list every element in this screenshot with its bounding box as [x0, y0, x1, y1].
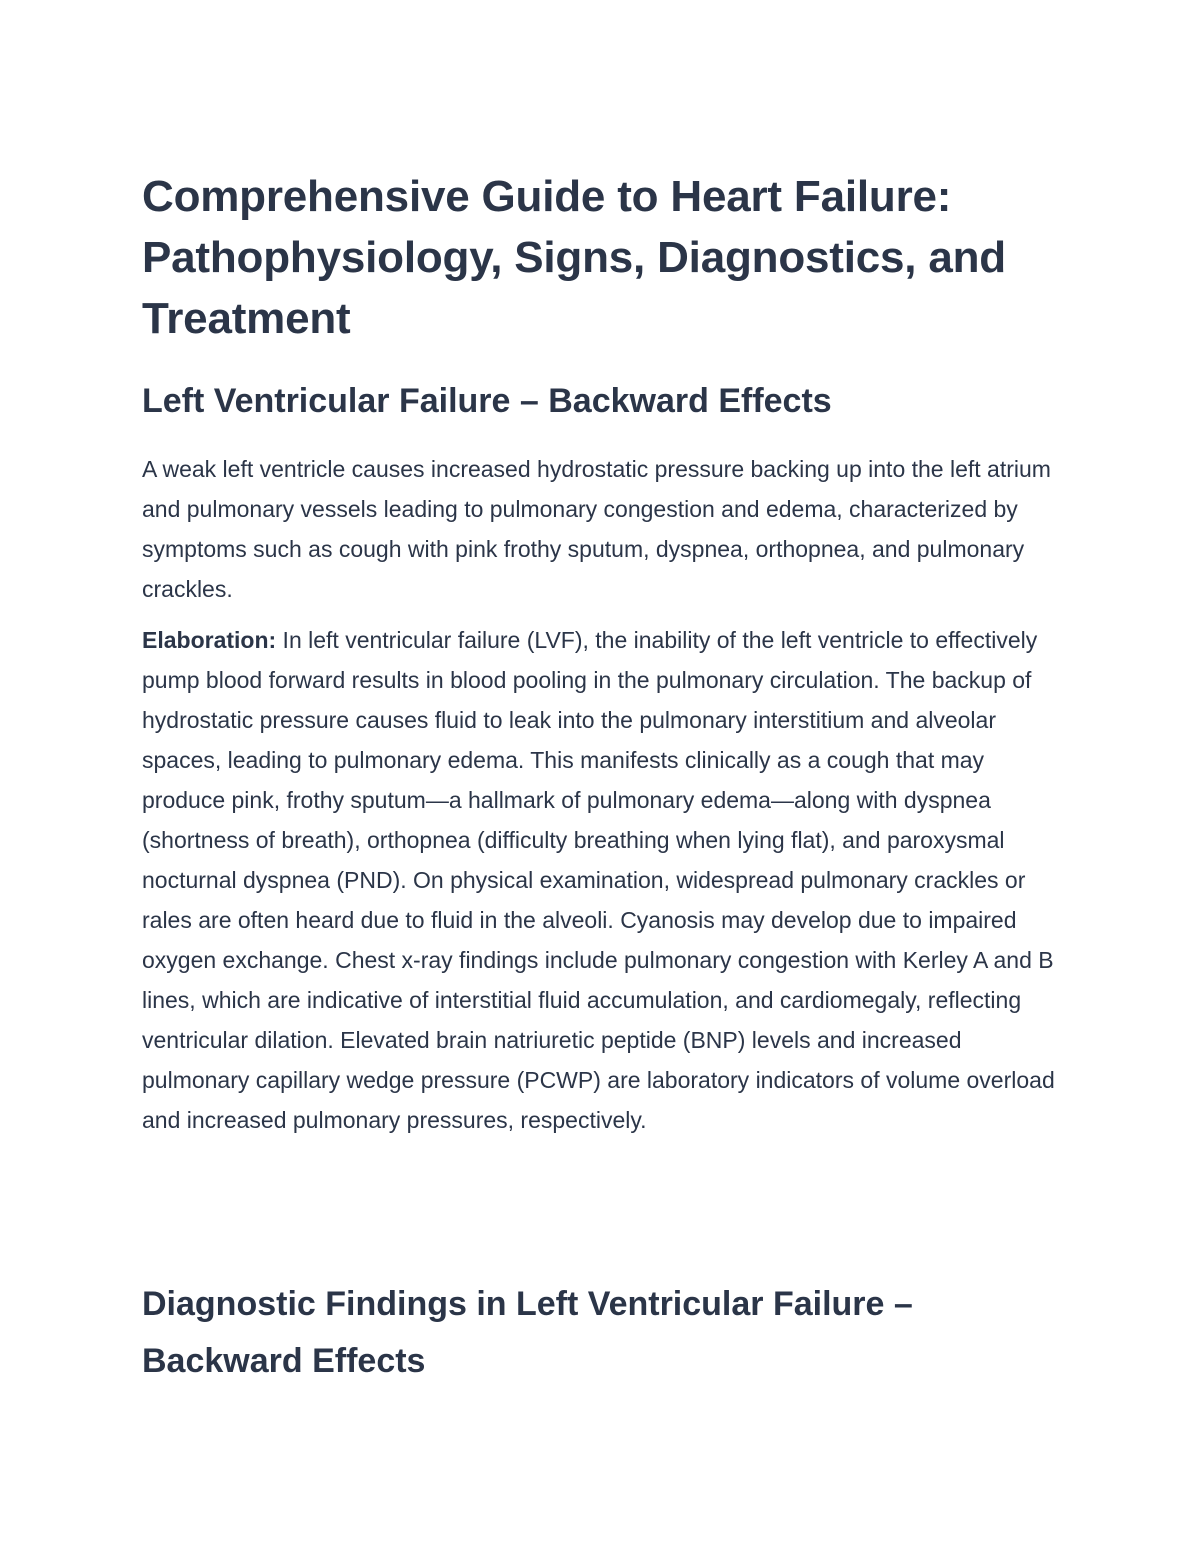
section-heading-left-ventricular-failure: Left Ventricular Failure – Backward Effects	[142, 382, 832, 420]
elaboration-paragraph	[142, 620, 1062, 1140]
elaboration-text: In left ventricular failure (LVF), the inability of the left ventricle to effectively pump blood forward results in blood pooling in the pulmonary circulation. The backup of hydrostatic pressure causes fluid to leak into the pulmonary interstitium and alveolar spaces, leading to pulmonary edema. This manifests clinically as a cough that may produce pink, frothy sputum—a hallmark of pulmonary edema—along with dyspnea (shortness of breath), orthopnea (difficulty breathing when lying flat), and paroxysmal nocturnal dyspnea (PND). On physical examination, widespread pulmonary crackles or rales are often heard due to fluid in the alveoli. Cyanosis may develop due to impaired oxygen exchange. Chest x-ray findings include pulmonary congestion with Kerley A and B lines, which are indicative of interstitial fluid accumulation, and cardiomegaly, reflecting ventricular dilation. Elevated brain natriuretic peptide (BNP) levels and increased pulmonary capillary wedge pressure (PCWP) are laboratory indicators of volume overload and increased pulmonary pressures, respectively.	[142, 627, 1055, 1133]
elaboration-label: Elaboration:	[142, 627, 277, 653]
document-title: Comprehensive Guide to Heart Failure: Pathophysiology, Signs, Diagnostics, and Treatment	[142, 172, 1006, 343]
summary-paragraph: A weak left ventricle causes increased hydrostatic pressure backing up into the left atrium and pulmonary vessels leading to pulmonary congestion and edema, characterized by symptoms such as cough with pink frothy sputum, dyspnea, orthopnea, and pulmonary crackles.	[142, 456, 1051, 602]
section-heading-diagnostic-findings: Diagnostic Findings in Left Ventricular Failure – Backward Effects	[142, 1285, 913, 1380]
